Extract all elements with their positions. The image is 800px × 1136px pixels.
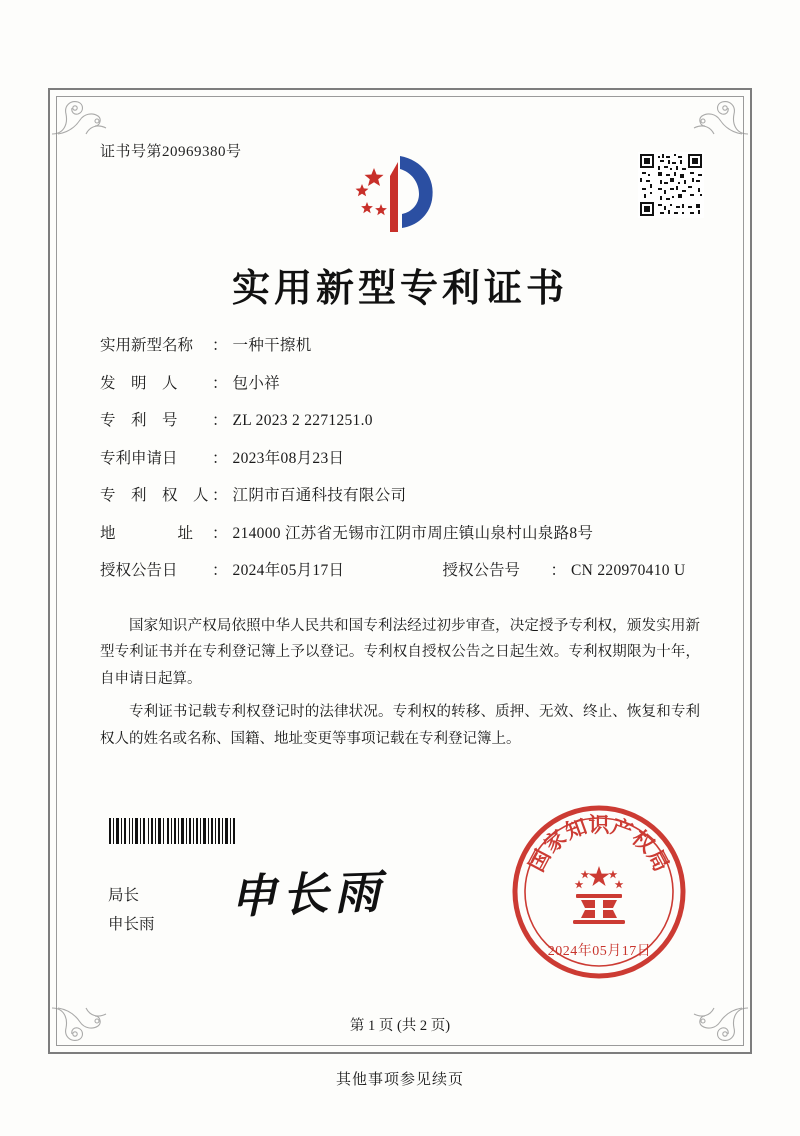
field-value-grant-date: 2024年05月17日 — [232, 562, 345, 579]
field-colon: ： — [212, 562, 228, 579]
field-row-grant — [100, 563, 700, 579]
barcode-icon — [108, 818, 238, 844]
field-colon: ： — [212, 374, 228, 392]
corner-ornament-icon — [688, 90, 750, 136]
svg-text:知: 知 — [562, 814, 591, 844]
field-row-address — [100, 526, 700, 542]
certificate-number: 证书号第20969380号 — [100, 144, 242, 160]
field-value: 一种干擦机 — [232, 337, 312, 354]
field-value: 江阴市百通科技有限公司 — [232, 487, 407, 504]
field-colon: ： — [550, 562, 567, 579]
field-label: 地 址 — [100, 524, 194, 542]
footer-note: 其他事项参见续页 — [335, 1072, 464, 1088]
svg-text:国: 国 — [524, 845, 556, 876]
svg-text:识: 识 — [588, 813, 610, 837]
page-title: 实用新型专利证书 — [231, 268, 568, 310]
field-colon: ： — [212, 449, 228, 467]
field-row-patentee — [100, 488, 700, 504]
svg-text:家: 家 — [539, 825, 571, 858]
field-label-grant-number: 授权公告号 — [442, 562, 521, 579]
legal-paragraph-1: 国家知识产权局依照中华人民共和国专利法经过初步审查，决定授予专利权，颁发实用新型专利证书并在专利登记簿上予以登记。专利权自授权公告之日起生效。专利权期限为十年，自申请日起算。 — [100, 617, 700, 688]
field-label: 专 利 号 — [100, 412, 178, 429]
svg-text:产: 产 — [607, 814, 636, 844]
field-value: ZL 2023 2 2271251.0 — [232, 412, 373, 429]
field-row-patent-number — [100, 413, 700, 429]
field-row-inventor — [100, 376, 700, 392]
field-colon: ： — [212, 524, 228, 542]
legal-text — [100, 613, 700, 753]
field-label: 专 利 权 人 — [100, 487, 209, 504]
seal-date: 2024年05月17日 — [547, 944, 652, 959]
field-value: 214000 江苏省无锡市江阴市周庄镇山泉村山泉路8号 — [232, 524, 594, 542]
page-number: 第 1 页 (共 2 页) — [349, 1018, 451, 1034]
handwritten-signature: 申长雨 — [229, 866, 387, 923]
certificate-content — [100, 140, 700, 759]
field-value-grant-number: CN 220970410 U — [571, 562, 686, 579]
field-colon: ： — [212, 487, 228, 504]
field-row-application-date — [100, 451, 700, 467]
field-row-name — [100, 338, 700, 354]
field-label: 专利申请日 — [100, 449, 178, 467]
field-value: 2023年08月23日 — [232, 449, 345, 467]
field-colon: ： — [212, 412, 228, 429]
field-list — [100, 338, 700, 579]
field-value: 包小祥 — [232, 374, 280, 392]
field-colon: ： — [212, 337, 228, 354]
field-label: 发 明 人 — [100, 374, 178, 392]
corner-ornament-icon — [50, 90, 112, 136]
svg-text:权: 权 — [627, 825, 659, 858]
field-label-grant-date: 授权公告日 — [100, 562, 178, 579]
signature-role: 局长 — [108, 887, 140, 904]
legal-paragraph-2: 专利证书记载专利权登记时的法律状况。专利权的转移、质押、无效、终止、恢复和专利权人的姓名或名称、国籍、地址变更等事项记载在专利登记簿上。 — [100, 703, 700, 747]
signature-block — [108, 882, 155, 939]
signature-name: 申长雨 — [108, 915, 155, 933]
field-label: 实用新型名称 — [100, 337, 194, 354]
svg-text:局: 局 — [642, 845, 674, 876]
